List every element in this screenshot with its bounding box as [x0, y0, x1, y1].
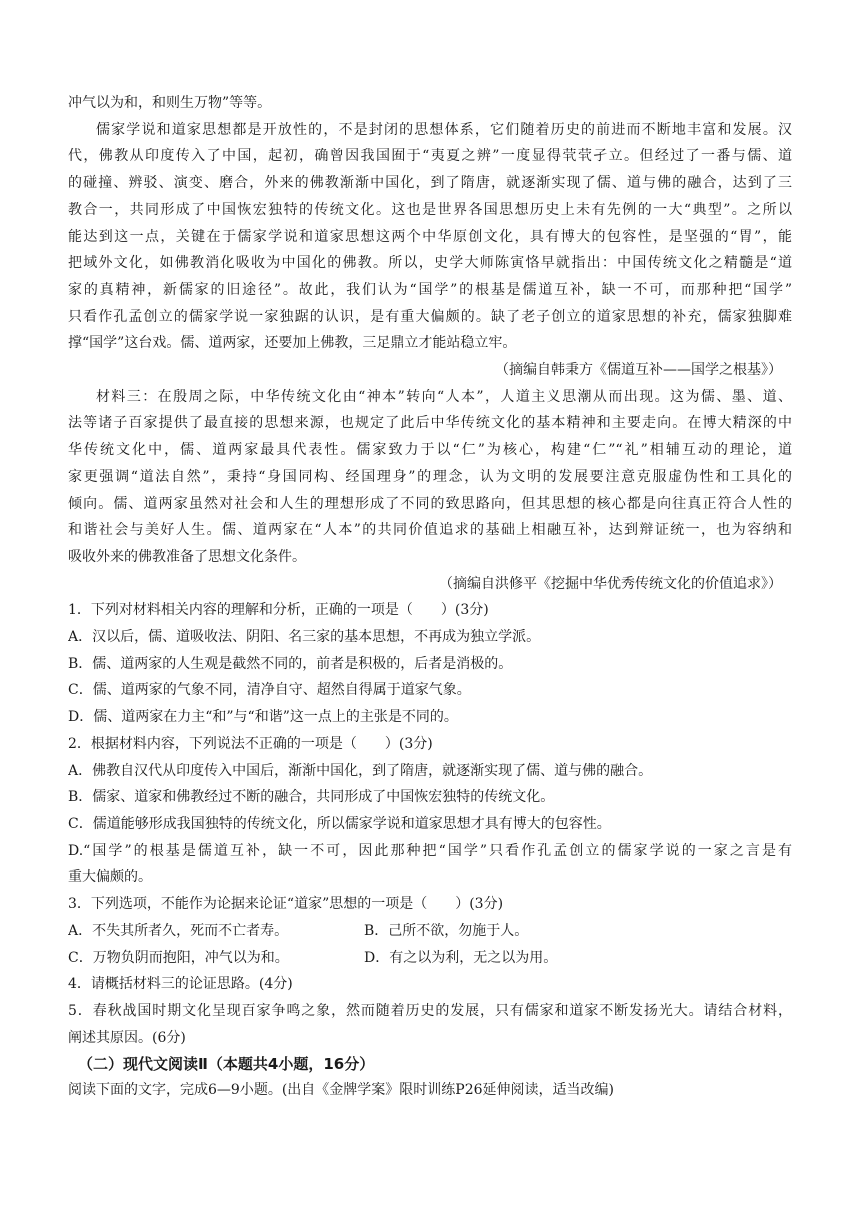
question-stem: 5．春秋战国时期文化呈现百家争鸣之象，然而随着历史的发展，只有儒家和道家不断发扬光大。请结合材料，	[68, 1002, 792, 1019]
paragraph-line: 吸收外来的佛教准备了思想文化条件。	[68, 548, 306, 565]
question-2	[68, 731, 792, 891]
option-c: C．万物负阴而抱阳，冲气以为和。	[68, 949, 289, 966]
option-d: D．儒、道两家在力主“和”与“和谐”这一点上的主张是不同的。	[68, 709, 458, 726]
passage-continuation: 冲气以为和，和则生万物”等等。	[68, 95, 272, 111]
question-3	[68, 891, 792, 971]
question-stem: 3．下列选项，不能作为论据来论证“道家”思想的一项是（ ）(3分)	[68, 896, 504, 913]
paragraph-line: 家的真精神，新儒家的旧途径”。故此，我们认为“国学”的根基是儒道互补，缺一不可，而那种把“国学”	[68, 281, 792, 298]
question-4: 4．请概括材料三的论证思路。(4分)	[68, 976, 293, 993]
paragraph-line: 倾向。儒、道两家虽然对社会和人生的理想形成了不同的致思路向，但其思想的核心都是向往真正符合人性的	[68, 495, 792, 512]
source-citation: （摘编自洪修平《挖掘中华优秀传统文化的价值追求》）	[439, 575, 782, 592]
options-row	[68, 918, 792, 945]
section-instruction: 阅读下面的文字，完成6—9小题。(出自《金牌学案》限时训练P26延伸阅读，适当改编)	[68, 1082, 614, 1099]
option-b: B．儒家、道家和佛教经过不断的融合，共同形成了中国恢宏独特的传统文化。	[68, 789, 555, 806]
paragraph-line: 把域外文化，如佛教消化吸收为中国化的佛教。所以，史学大师陈寅恪早就指出：中国传统文化之精髓是“道	[68, 255, 792, 272]
paragraph-line: 撑“国学”这台戏。儒、道两家，还要加上佛教，三足鼎立才能站稳立牢。	[68, 335, 517, 352]
option-a: A．佛教自汉代从印度传入中国后，渐渐中国化，到了隋唐，就逐渐实现了儒、道与佛的融合。	[68, 762, 653, 779]
paragraph-line: 教合一，共同形成了中国恢宏独特的传统文化。这也是世界各国思想历史上未有先例的一大“典型”。之所以	[68, 201, 792, 218]
question-stem: 1．下列对材料相关内容的理解和分析，正确的一项是（ ）(3分)	[68, 602, 489, 619]
paragraph-line: 代，佛教从印度传入了中国，起初，确曾因我国囿于“夷夏之辨”一度显得茕茕孑立。但经过了一番与儒、道	[68, 148, 792, 165]
options-row	[68, 945, 792, 972]
paragraph-line: 和谐社会与美好人生。儒、道两家在“人本”的共同价值追求的基础上相融互补，达到辩证统一，也为容纳和	[68, 522, 792, 539]
paragraph-line: 材料三：在殷周之际，中华传统文化由“神本”转向“人本”，人道主义思潮从而出现。这为儒、墨、道、	[96, 388, 792, 405]
paragraph-line: 家更强调“道法自然”，秉持“身国同构、经国理身”的理念，认为文明的发展要注意克服虚伪性和工具化的	[68, 468, 792, 485]
option-a: A．不失其所者久，死而不亡者寿。	[68, 922, 289, 939]
question-stem-continued: 阐述其原因。(6分)	[68, 1029, 186, 1046]
exam-page	[68, 90, 792, 1104]
question-1	[68, 597, 792, 731]
material-three	[68, 384, 792, 571]
paragraph-confucian-daoist	[68, 117, 792, 357]
option-b: B．儒、道两家的人生观是截然不同的，前者是积极的，后者是消极的。	[68, 655, 513, 672]
option-c: C．儒道能够形成我国独特的传统文化，所以儒家学说和道家思想才具有博大的包容性。	[68, 815, 611, 832]
question-stem: 2．根据材料内容，下列说法不正确的一项是（ ）(3分)	[68, 735, 433, 752]
option-d: D.“国学”的根基是儒道互补，缺一不可，因此那种把“国学”只看作孔孟创立的儒家学说的一家之言是有	[68, 842, 792, 859]
option-d-continued: 重大偏颇的。	[68, 869, 152, 886]
paragraph-line: 只看作孔孟创立的儒家学说一家独踞的认识，是有重大偏颇的。缺了老子创立的道家思想的补充，儒家独脚难	[68, 308, 792, 325]
option-b: B．己所不欲，勿施于人。	[364, 922, 529, 939]
section-heading: （二）现代文阅读Ⅱ（本题共4小题，16分）	[78, 1055, 375, 1074]
question-5	[68, 998, 792, 1051]
paragraph-line: 的碰撞、辨驳、演变、磨合，外来的佛教渐渐中国化，到了隋唐，就逐渐实现了儒、道与佛的融合，达到了三	[68, 175, 792, 192]
paragraph-line: 儒家学说和道家思想都是开放性的，不是封闭的思想体系，它们随着历史的前进而不断地丰富和发展。汉	[96, 121, 792, 138]
paragraph-line: 华传统文化中，儒、道两家最具代表性。儒家致力于以“仁”为核心，构建“仁”“礼”相辅互动的理论，道	[68, 442, 792, 459]
option-d: D．有之以为利，无之以为用。	[364, 949, 558, 966]
option-a: A．汉以后，儒、道吸收法、阴阳、名三家的基本思想，不再成为独立学派。	[68, 629, 541, 646]
paragraph-line: 法等诸子百家提供了最直接的思想来源，也规定了此后中华传统文化的基本精神和主要走向。在博大精深的中	[68, 415, 792, 432]
paragraph-line: 能达到这一点，关键在于儒家学说和道家思想这两个中华原创文化，具有博大的包容性，是坚强的“胃”，能	[68, 228, 792, 245]
source-citation: （摘编自韩秉方《儒道互补——国学之根基》）	[495, 362, 782, 379]
option-c: C．儒、道两家的气象不同，清净自守、超然自得属于道家气象。	[68, 682, 471, 699]
